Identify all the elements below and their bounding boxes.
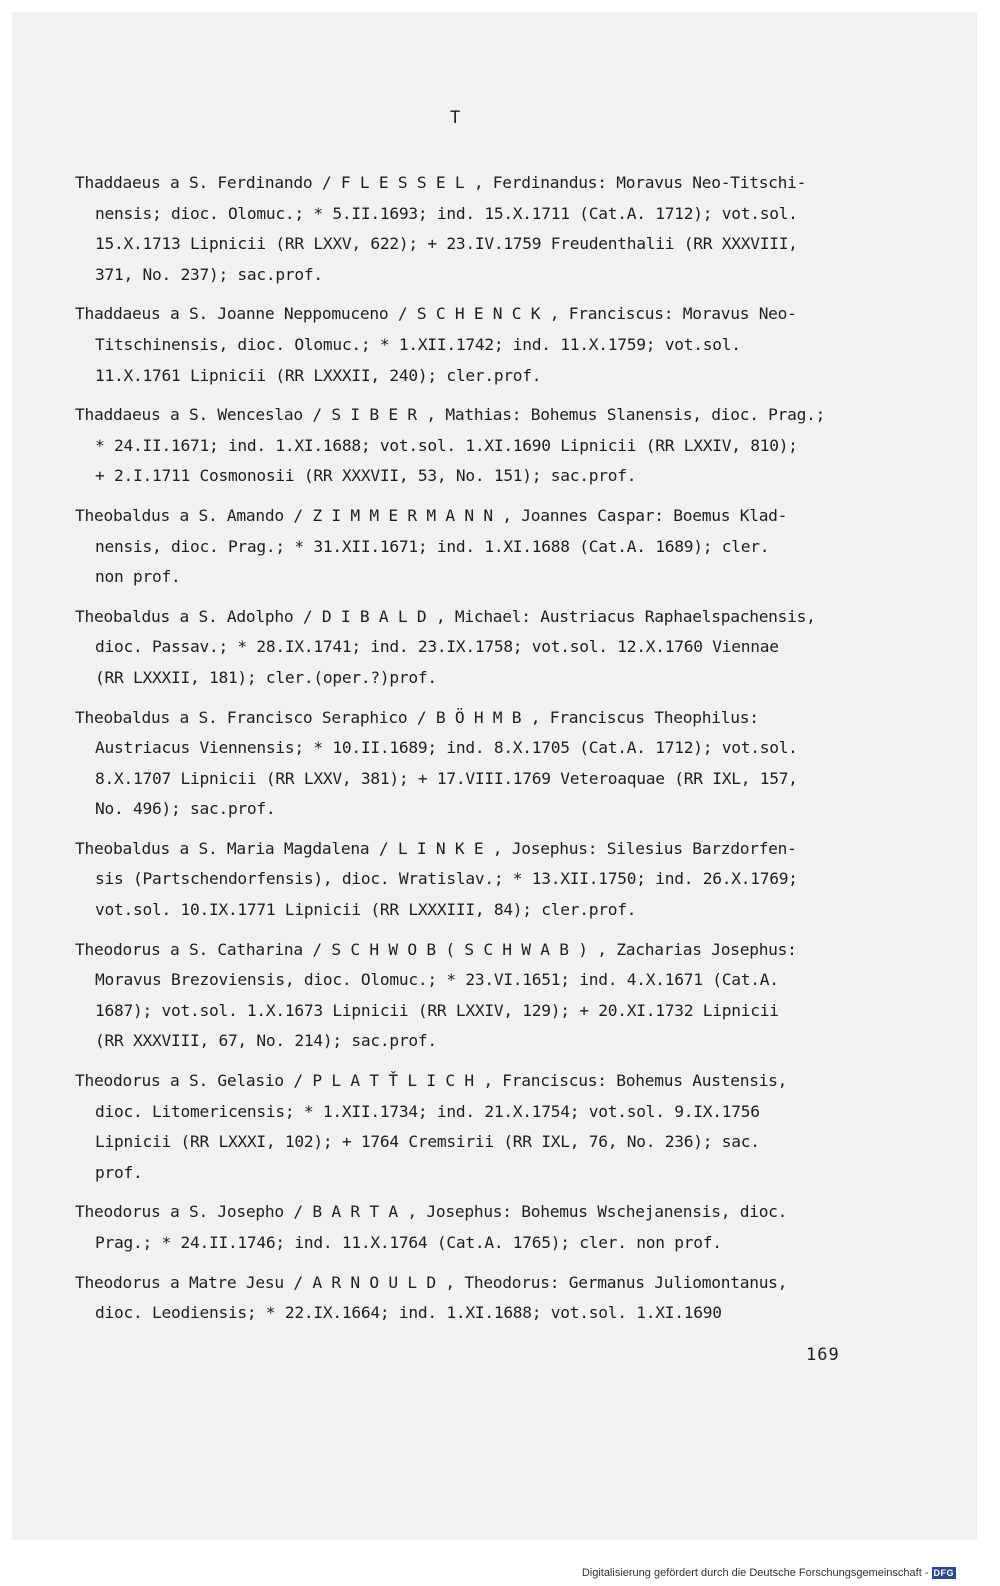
entry-line: 1687); vot.sol. 1.X.1673 Lipnicii (RR LXXIV, 129); + 20.XI.1732 Lipnicii (95, 1000, 779, 1020)
entry-line: * 24.II.1671; ind. 1.XI.1688; vot.sol. 1.XI.1690 Lipnicii (RR LXXIV, 810); (95, 435, 798, 455)
entry-line: Theobaldus a S. Maria Magdalena / L I N K E , Josephus: Silesius Barzdorfen- (75, 838, 797, 858)
entry-line: Theodorus a Matre Jesu / A R N O U L D , Theodorus: Germanus Juliomontanus, (75, 1272, 788, 1292)
entry (75, 1066, 875, 1188)
entry-line: Theobaldus a S. Francisco Seraphico / B Ö H M B , Franciscus Theophilus: (75, 707, 759, 727)
entry-line: Thaddaeus a S. Ferdinando / F L E S S E L , Ferdinandus: Moravus Neo-Titschi- (75, 173, 807, 192)
entry-line: dioc. Leodiensis; * 22.IX.1664; ind. 1.XI.1688; vot.sol. 1.XI.1690 (95, 1303, 722, 1323)
entry-line: dioc. Litomericensis; * 1.XII.1734; ind. 21.X.1754; vot.sol. 9.IX.1756 (95, 1101, 760, 1121)
entry-line: Theodorus a S. Catharina / S C H W O B ( S C H W A B ) , Zacharias Josephus: (75, 939, 797, 959)
entry-line: Thaddaeus a S. Wenceslao / S I B E R , Mathias: Bohemus Slanensis, dioc. Prag.; (75, 405, 826, 425)
entry (75, 501, 875, 593)
entry-line: 15.X.1713 Lipnicii (RR LXXV, 622); + 23.IV.1759 Freudenthalii (RR XXXVIII, (95, 234, 798, 254)
entry-line: Lipnicii (RR LXXXI, 102); + 1764 Cremsirii (RR IXL, 76, No. 236); sac. (95, 1132, 760, 1152)
dfg-logo: DFG (933, 1568, 954, 1578)
entry (75, 168, 875, 290)
entry-line: nensis; dioc. Olomuc.; * 5.II.1693; ind. 15.X.1711 (Cat.A. 1712); vot.sol. (95, 203, 798, 223)
entry (75, 602, 875, 694)
page-number: 169 (806, 1345, 840, 1365)
entry-line: (RR LXXXII, 181); cler.(oper.?)prof. (95, 667, 437, 687)
entry-line: dioc. Passav.; * 28.IX.1741; ind. 23.IX.1758; vot.sol. 12.X.1760 Viennae (95, 637, 779, 657)
entry-line: 8.X.1707 Lipnicii (RR LXXV, 381); + 17.VIII.1769 Veteroaquae (RR IXL, 157, (95, 768, 798, 788)
section-letter: T (450, 108, 461, 128)
footer-text: Digitalisierung gefördert durch die Deutsche Forschungsgemeinschaft - (581, 1567, 929, 1579)
entry-line: Theodorus a S. Gelasio / P L A T Ť L I C H , Franciscus: Bohemus Austensis, (75, 1071, 788, 1091)
entry (75, 1268, 875, 1329)
entry-line: Prag.; * 24.II.1746; ind. 11.X.1764 (Cat.A. 1765); cler. non prof. (95, 1233, 722, 1252)
entry-line: Theobaldus a S. Amando / Z I M M E R M A N N , Joannes Caspar: Boemus Klad- (75, 505, 788, 525)
entry-line: prof. (95, 1162, 143, 1182)
entry (75, 400, 875, 492)
entry (75, 703, 875, 825)
entry-line: Theobaldus a S. Adolpho / D I B A L D , Michael: Austriacus Raphaelspachensis, (75, 606, 816, 626)
entry (75, 1197, 875, 1258)
entry-line: + 2.I.1711 Cosmonosii (RR XXXVII, 53, No. 151); sac.prof. (95, 466, 637, 486)
entry (75, 834, 875, 926)
entry-line: Moravus Brezoviensis, dioc. Olomuc.; * 23.VI.1651; ind. 4.X.1671 (Cat.A. (95, 970, 779, 990)
entry-line: sis (Partschendorfensis), dioc. Wratislav.; * 13.XII.1750; ind. 26.X.1769; (95, 869, 798, 889)
entry-line: non prof. (95, 567, 181, 587)
entry-line: Austriacus Viennensis; * 10.II.1689; ind. 8.X.1705 (Cat.A. 1712); vot.sol. (95, 738, 798, 758)
entry-line: (RR XXXVIII, 67, No. 214); sac.prof. (95, 1031, 437, 1051)
entry (75, 299, 875, 391)
entry-line: vot.sol. 10.IX.1771 Lipnicii (RR LXXXIII, 84); cler.prof. (95, 900, 637, 920)
entry-line: 371, No. 237); sac.prof. (95, 264, 323, 284)
footer (582, 1567, 956, 1579)
entry-line: Thaddaeus a S. Joanne Neppomuceno / S C H E N C K , Franciscus: Moravus Neo- (75, 304, 797, 324)
entry (75, 935, 875, 1057)
entry-line: nensis, dioc. Prag.; * 31.XII.1671; ind. 1.XI.1688 (Cat.A. 1689); cler. (95, 536, 770, 556)
entry-line: Titschinensis, dioc. Olomuc.; * 1.XII.1742; ind. 11.X.1759; vot.sol. (95, 334, 741, 354)
entry-list (75, 168, 875, 1338)
entry-line: Theodorus a S. Josepho / B A R T A , Josephus: Bohemus Wschejanensis, dioc. (75, 1202, 788, 1222)
entry-line: No. 496); sac.prof. (95, 799, 276, 819)
entry-line: 11.X.1761 Lipnicii (RR LXXXII, 240); cler.prof. (95, 365, 542, 385)
